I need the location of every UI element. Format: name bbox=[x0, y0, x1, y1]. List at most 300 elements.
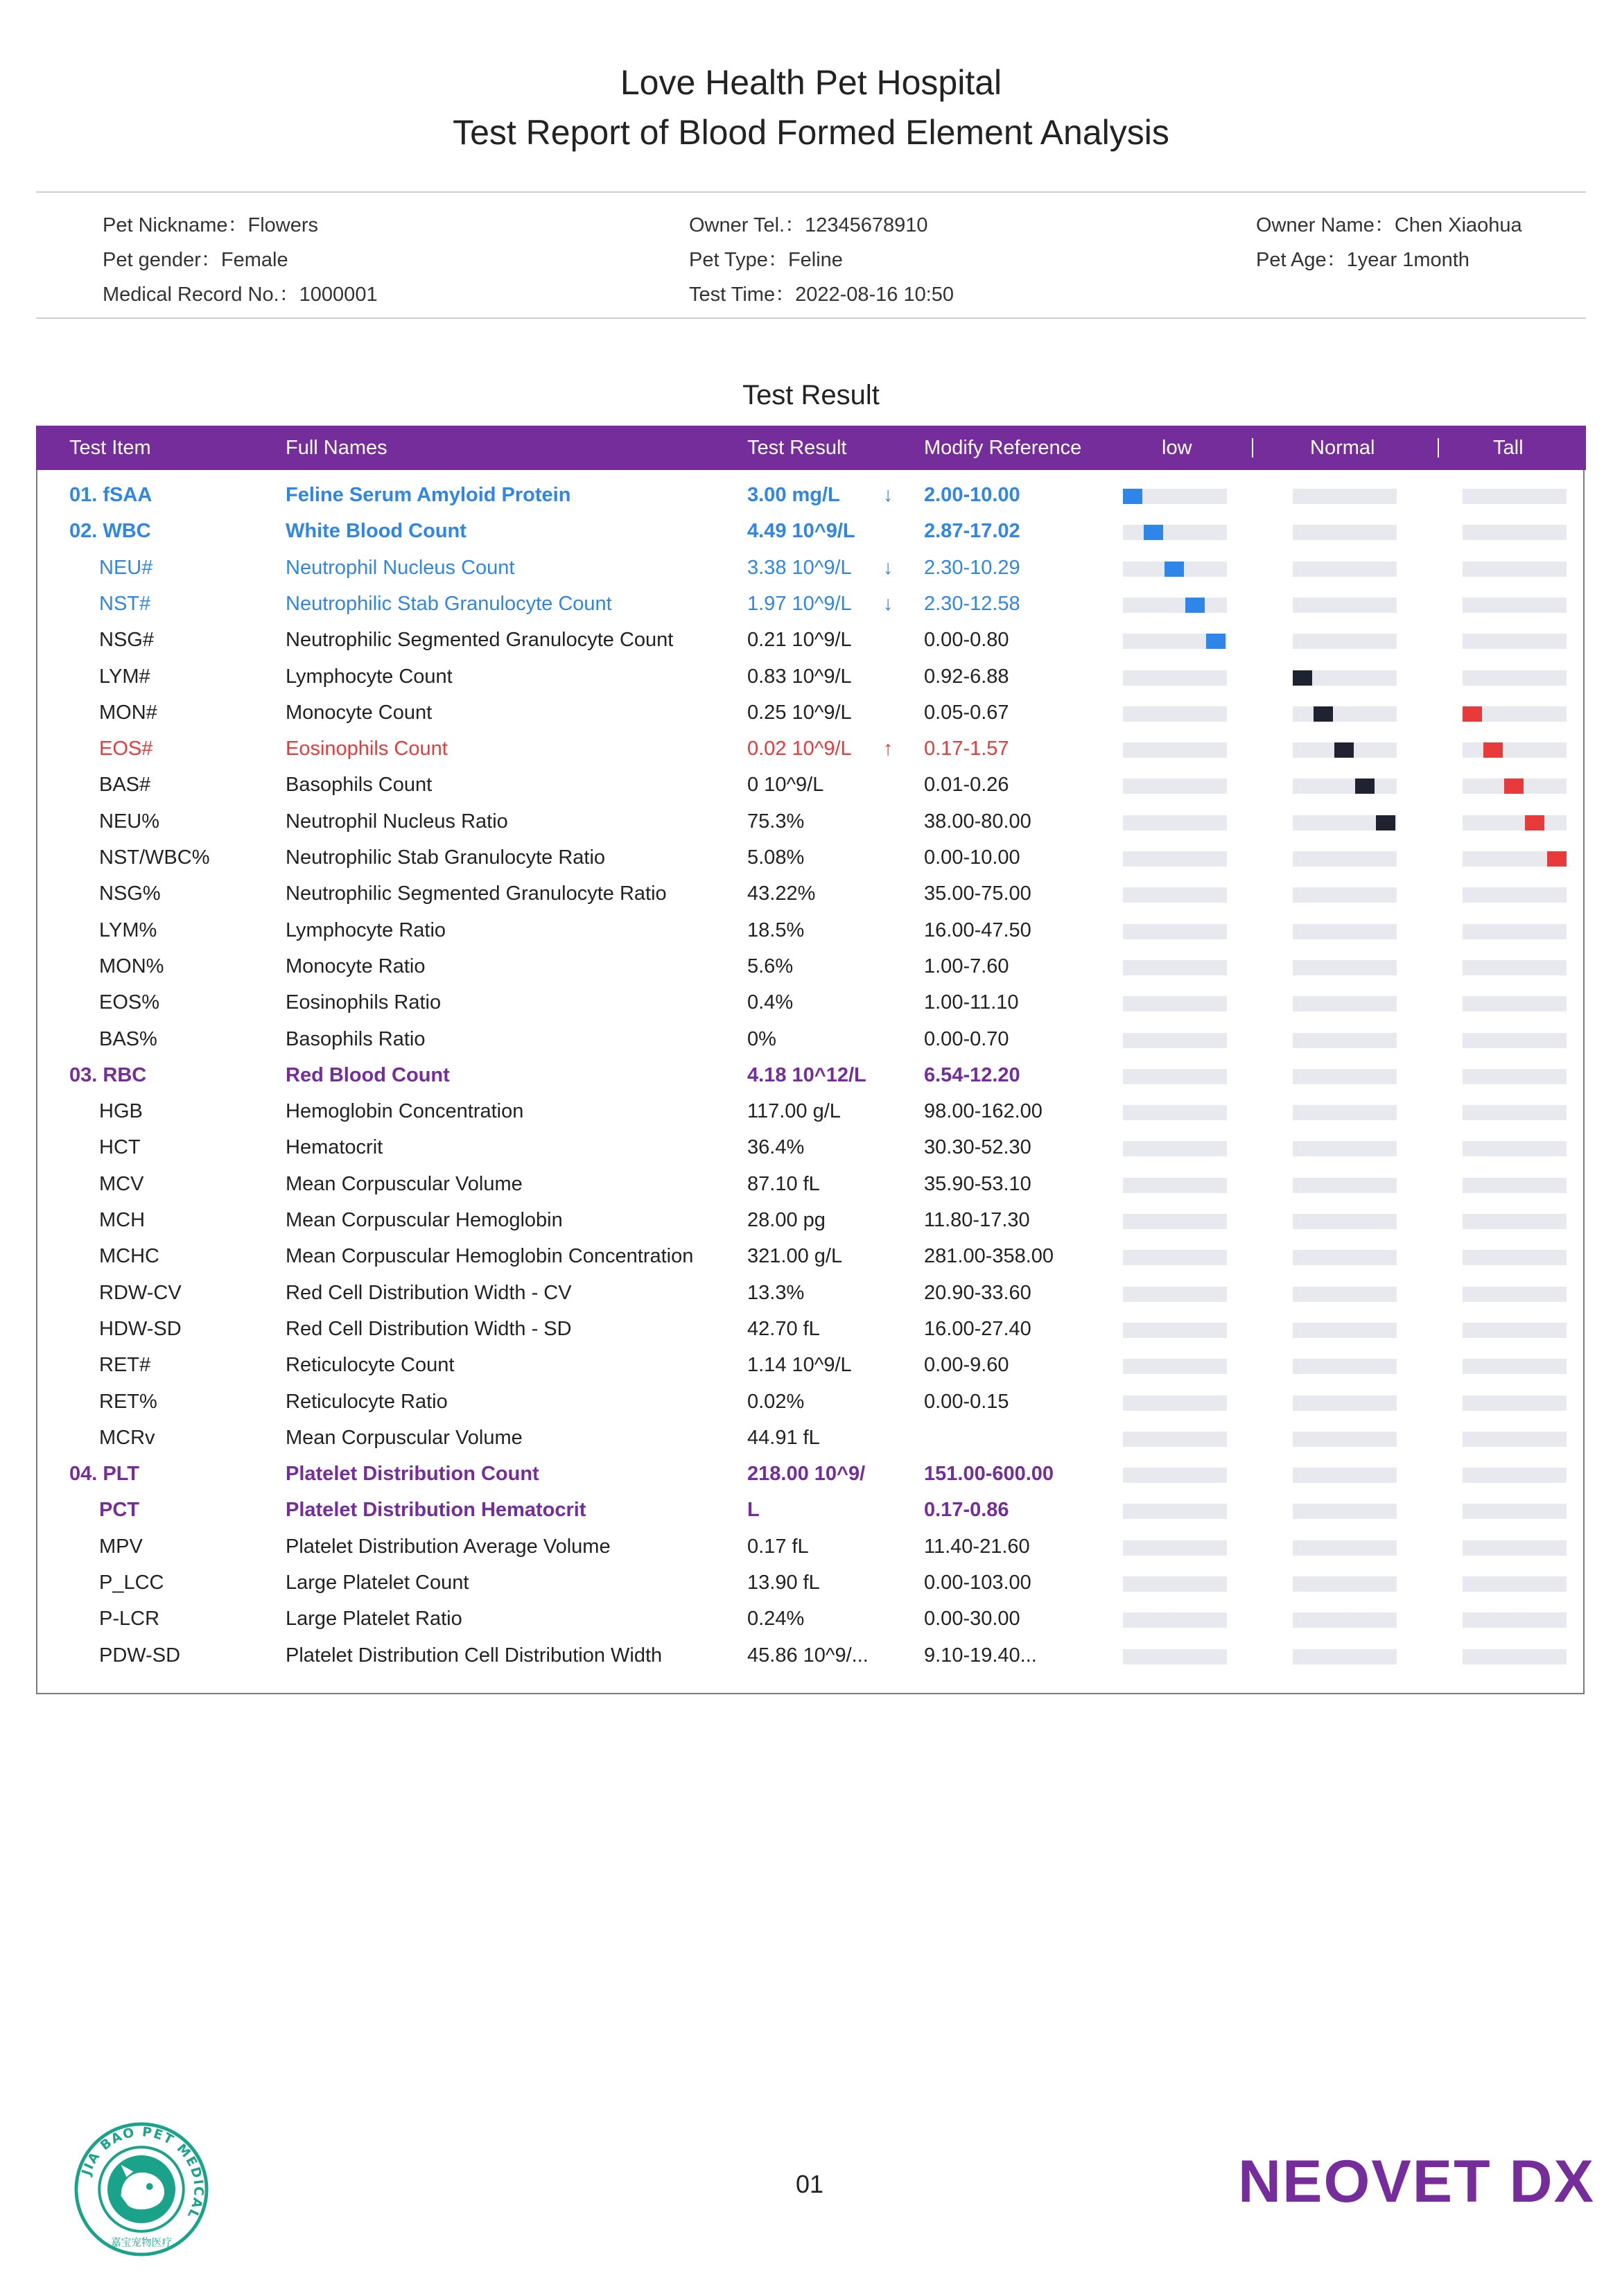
range-marker bbox=[1525, 815, 1544, 830]
range-marker bbox=[1355, 779, 1375, 794]
row-test-item: P-LCR bbox=[99, 1608, 160, 1630]
table-row bbox=[36, 696, 1586, 732]
tall-range-bar bbox=[1463, 851, 1567, 867]
info-test-time: Test Time：2022-08-16 10:50 bbox=[689, 284, 954, 306]
row-test-item: MPV bbox=[99, 1535, 143, 1558]
normal-range-bar bbox=[1293, 779, 1397, 794]
tall-range-bar bbox=[1463, 779, 1567, 794]
row-reference-range: 35.90-53.10 bbox=[924, 1172, 1031, 1195]
row-full-name: Hematocrit bbox=[286, 1136, 383, 1159]
row-flag-arrow: ↓ bbox=[883, 484, 893, 506]
row-full-name: White Blood Count bbox=[286, 520, 466, 543]
row-reference-range: 0.00-0.80 bbox=[924, 629, 1009, 652]
row-reference-range: 2.00-10.00 bbox=[924, 484, 1020, 506]
range-marker bbox=[1165, 562, 1184, 577]
table-row bbox=[36, 623, 1586, 659]
row-test-item: P_LCC bbox=[99, 1572, 164, 1594]
table-row bbox=[36, 1566, 1586, 1602]
normal-range-bar bbox=[1293, 1395, 1397, 1411]
row-full-name: Mean Corpuscular Volume bbox=[286, 1172, 523, 1195]
row-full-name: Neutrophilic Stab Granulocyte Ratio bbox=[286, 846, 606, 869]
row-test-item: MON% bbox=[99, 955, 164, 977]
row-test-result: 0.02% bbox=[747, 1390, 805, 1413]
row-reference-range: 0.00-9.60 bbox=[924, 1354, 1009, 1377]
row-full-name: Eosinophils Count bbox=[286, 738, 448, 760]
low-range-bar bbox=[1123, 1432, 1227, 1447]
low-range-bar bbox=[1123, 1069, 1227, 1084]
low-range-bar bbox=[1123, 960, 1227, 975]
row-test-result: 87.10 fL bbox=[747, 1172, 820, 1195]
low-range-bar bbox=[1123, 1612, 1227, 1628]
row-test-item: 01. fSAA bbox=[69, 484, 152, 506]
row-test-item: NEU# bbox=[99, 556, 153, 579]
row-test-result: 0 10^9/L bbox=[747, 774, 824, 797]
low-range-bar bbox=[1123, 887, 1227, 903]
row-reference-range: 0.17-0.86 bbox=[924, 1499, 1009, 1522]
range-marker bbox=[1483, 742, 1503, 758]
table-row bbox=[36, 841, 1586, 877]
row-reference-range: 11.40-21.60 bbox=[924, 1535, 1030, 1558]
row-test-result: 3.00 mg/L bbox=[747, 484, 840, 506]
tall-range-bar bbox=[1463, 1359, 1567, 1374]
row-full-name: Large Platelet Ratio bbox=[286, 1608, 462, 1630]
table-row bbox=[36, 551, 1586, 587]
row-reference-range: 1.00-11.10 bbox=[924, 991, 1019, 1014]
row-test-item: MCV bbox=[99, 1172, 144, 1195]
info-pet-nickname: Pet Nickname：Flowers bbox=[103, 214, 319, 236]
tall-range-bar bbox=[1463, 1395, 1567, 1411]
tall-range-bar bbox=[1463, 670, 1567, 686]
low-range-bar bbox=[1123, 1649, 1227, 1664]
low-range-bar bbox=[1123, 598, 1227, 613]
tall-range-bar bbox=[1463, 887, 1567, 903]
table-row bbox=[36, 1167, 1586, 1203]
row-test-result: 45.86 10^9/... bbox=[747, 1644, 869, 1667]
normal-range-bar bbox=[1293, 1504, 1397, 1519]
table-row bbox=[36, 1312, 1586, 1348]
row-test-item: 03. RBC bbox=[69, 1063, 147, 1086]
row-reference-range: 38.00-80.00 bbox=[924, 810, 1031, 833]
range-marker bbox=[1334, 742, 1354, 758]
header-separator bbox=[1252, 438, 1253, 458]
normal-range-bar bbox=[1293, 598, 1397, 613]
row-full-name: Neutrophil Nucleus Count bbox=[286, 556, 515, 579]
section-title: Test Result bbox=[742, 380, 880, 410]
row-test-item: MON# bbox=[99, 701, 157, 724]
tall-range-bar bbox=[1463, 1468, 1567, 1483]
row-test-result: 43.22% bbox=[747, 882, 816, 905]
row-test-item: HCT bbox=[99, 1136, 141, 1159]
normal-range-bar bbox=[1293, 1250, 1397, 1265]
neovet-brand-logo: NEOVET DX bbox=[1238, 2148, 1595, 2215]
report-title: Test Report of Blood Formed Element Analysis bbox=[453, 113, 1169, 152]
row-reference-range: 35.00-75.00 bbox=[924, 882, 1031, 905]
normal-range-bar bbox=[1293, 1649, 1397, 1664]
row-test-result: 3.38 10^9/L bbox=[747, 556, 852, 579]
low-range-bar bbox=[1123, 1178, 1227, 1193]
row-full-name: Basophils Count bbox=[286, 774, 433, 797]
low-range-bar bbox=[1123, 1540, 1227, 1556]
tall-range-bar bbox=[1463, 525, 1567, 540]
row-test-result: 5.08% bbox=[747, 846, 805, 869]
tall-range-bar bbox=[1463, 706, 1567, 722]
row-test-item: 02. WBC bbox=[69, 520, 151, 543]
normal-range-bar bbox=[1293, 960, 1397, 975]
tall-range-bar bbox=[1463, 815, 1567, 830]
info-record-no: Medical Record No.：1000001 bbox=[103, 284, 378, 306]
row-full-name: Large Platelet Count bbox=[286, 1572, 469, 1594]
range-marker bbox=[1463, 706, 1482, 722]
row-full-name: Red Cell Distribution Width - SD bbox=[286, 1317, 572, 1340]
row-reference-range: 0.00-103.00 bbox=[924, 1572, 1031, 1594]
table-row bbox=[36, 950, 1586, 986]
row-test-item: NEU% bbox=[99, 810, 160, 833]
row-test-result: 1.97 10^9/L bbox=[747, 592, 852, 615]
row-reference-range: 2.30-12.58 bbox=[924, 592, 1020, 615]
row-full-name: Monocyte Count bbox=[286, 701, 433, 724]
tall-range-bar bbox=[1463, 634, 1567, 649]
row-flag-arrow: ↑ bbox=[883, 738, 893, 760]
row-full-name: Red Cell Distribution Width - CV bbox=[286, 1281, 572, 1304]
row-full-name: Reticulocyte Ratio bbox=[286, 1390, 448, 1413]
low-range-bar bbox=[1123, 1468, 1227, 1483]
low-range-bar bbox=[1123, 1395, 1227, 1411]
row-full-name: Mean Corpuscular Hemoglobin bbox=[286, 1209, 563, 1231]
row-test-result: 0.17 fL bbox=[747, 1535, 809, 1558]
row-reference-range: 281.00-358.00 bbox=[924, 1245, 1054, 1268]
tall-range-bar bbox=[1463, 1576, 1567, 1592]
low-range-bar bbox=[1123, 1214, 1227, 1229]
row-test-item: RDW-CV bbox=[99, 1281, 182, 1304]
row-test-item: LYM% bbox=[99, 919, 157, 941]
range-marker bbox=[1206, 634, 1226, 649]
row-test-item: MCRv bbox=[99, 1426, 155, 1449]
table-row bbox=[36, 660, 1586, 696]
header-full-names: Full Names bbox=[286, 437, 387, 459]
table-row bbox=[36, 1276, 1586, 1312]
row-reference-range: 30.30-52.30 bbox=[924, 1136, 1031, 1159]
tall-range-bar bbox=[1463, 924, 1567, 939]
row-full-name: Neutrophilic Segmented Granulocyte Count bbox=[286, 629, 674, 652]
table-row bbox=[36, 1457, 1586, 1493]
row-test-result: 0.25 10^9/L bbox=[747, 701, 852, 724]
row-full-name: Platelet Distribution Count bbox=[286, 1463, 539, 1486]
range-marker bbox=[1504, 779, 1524, 794]
hospital-name: Love Health Pet Hospital bbox=[620, 63, 1002, 102]
table-row bbox=[36, 1385, 1586, 1421]
row-test-item: HGB bbox=[99, 1100, 143, 1123]
normal-range-bar bbox=[1293, 924, 1397, 939]
row-test-item: PDW-SD bbox=[99, 1644, 181, 1667]
tall-range-bar bbox=[1463, 960, 1567, 975]
low-range-bar bbox=[1123, 1105, 1227, 1120]
table-row bbox=[36, 1240, 1586, 1276]
header-test-result: Test Result bbox=[747, 437, 847, 459]
row-flag-arrow: ↓ bbox=[883, 592, 893, 615]
row-test-result: 117.00 g/L bbox=[747, 1100, 841, 1123]
row-test-result: 36.4% bbox=[747, 1136, 805, 1159]
table-row bbox=[36, 768, 1586, 804]
normal-range-bar bbox=[1293, 1576, 1397, 1592]
table-row bbox=[36, 805, 1586, 841]
table-row bbox=[36, 1421, 1586, 1457]
header-normal: Normal bbox=[1310, 437, 1375, 459]
range-marker bbox=[1185, 598, 1205, 613]
normal-range-bar bbox=[1293, 1141, 1397, 1156]
tall-range-bar bbox=[1463, 1504, 1567, 1519]
normal-range-bar bbox=[1293, 1359, 1397, 1374]
tall-range-bar bbox=[1463, 1105, 1567, 1120]
info-pet-type: Pet Type：Feline bbox=[689, 249, 843, 271]
normal-range-bar bbox=[1293, 742, 1397, 758]
normal-range-bar bbox=[1293, 562, 1397, 577]
tall-range-bar bbox=[1463, 1178, 1567, 1193]
row-full-name: Monocyte Ratio bbox=[286, 955, 426, 977]
info-owner-name: Owner Name：Chen Xiaohua bbox=[1256, 214, 1522, 236]
row-full-name: Hemoglobin Concentration bbox=[286, 1100, 524, 1123]
row-test-item: PCT bbox=[99, 1499, 139, 1522]
low-range-bar bbox=[1123, 779, 1227, 794]
row-full-name: Platelet Distribution Hematocrit bbox=[286, 1499, 586, 1522]
row-full-name: Neutrophilic Segmented Granulocyte Ratio bbox=[286, 882, 667, 905]
row-test-result: 5.6% bbox=[747, 955, 794, 977]
table-row bbox=[36, 1639, 1586, 1675]
row-reference-range: 0.00-30.00 bbox=[924, 1608, 1020, 1630]
row-test-result: 28.00 pg bbox=[747, 1209, 826, 1231]
low-range-bar bbox=[1123, 996, 1227, 1011]
normal-range-bar bbox=[1293, 1612, 1397, 1628]
row-full-name: Neutrophil Nucleus Ratio bbox=[286, 810, 508, 833]
header-separator bbox=[1438, 438, 1439, 458]
table-row bbox=[36, 1530, 1586, 1566]
table-row bbox=[36, 1095, 1586, 1131]
top-divider bbox=[36, 191, 1586, 193]
table-row bbox=[36, 587, 1586, 623]
row-full-name: Platelet Distribution Average Volume bbox=[286, 1535, 611, 1558]
row-reference-range: 98.00-162.00 bbox=[924, 1100, 1043, 1123]
tall-range-bar bbox=[1463, 1323, 1567, 1338]
normal-range-bar bbox=[1293, 1323, 1397, 1338]
row-test-result: 0% bbox=[747, 1027, 776, 1050]
row-test-result: L bbox=[747, 1499, 760, 1522]
row-reference-range: 0.92-6.88 bbox=[924, 665, 1009, 688]
row-test-result: 75.3% bbox=[747, 810, 805, 833]
row-reference-range: 1.00-7.60 bbox=[924, 955, 1009, 977]
tall-range-bar bbox=[1463, 1649, 1567, 1664]
table-row bbox=[36, 1203, 1586, 1240]
low-range-bar bbox=[1123, 1141, 1227, 1156]
table-row bbox=[36, 1023, 1586, 1059]
normal-range-bar bbox=[1293, 489, 1397, 504]
svg-text:JIA BAO PET MEDICAL: JIA BAO PET MEDICAL bbox=[79, 2125, 206, 2222]
row-test-item: HDW-SD bbox=[99, 1317, 182, 1340]
row-full-name: Platelet Distribution Cell Distribution Width bbox=[286, 1644, 663, 1667]
table-row bbox=[36, 1131, 1586, 1167]
tall-range-bar bbox=[1463, 489, 1567, 504]
row-test-result: 13.90 fL bbox=[747, 1572, 820, 1594]
row-flag-arrow: ↓ bbox=[883, 556, 893, 579]
range-marker bbox=[1314, 706, 1333, 722]
row-test-result: 4.49 10^9/L bbox=[747, 520, 855, 543]
normal-range-bar bbox=[1293, 1105, 1397, 1120]
header-test-item: Test Item bbox=[69, 437, 151, 459]
low-range-bar bbox=[1123, 634, 1227, 649]
row-reference-range: 2.87-17.02 bbox=[924, 520, 1020, 543]
low-range-bar bbox=[1123, 924, 1227, 939]
row-reference-range: 2.30-10.29 bbox=[924, 556, 1020, 579]
row-test-item: NSG# bbox=[99, 629, 154, 652]
row-reference-range: 6.54-12.20 bbox=[924, 1063, 1020, 1086]
tall-range-bar bbox=[1463, 1069, 1567, 1084]
row-full-name: Lymphocyte Ratio bbox=[286, 919, 446, 941]
normal-range-bar bbox=[1293, 1033, 1397, 1048]
tall-range-bar bbox=[1463, 1432, 1567, 1447]
normal-range-bar bbox=[1293, 1214, 1397, 1229]
header-tall: Tall bbox=[1493, 437, 1524, 459]
row-full-name: Mean Corpuscular Hemoglobin Concentration bbox=[286, 1245, 694, 1268]
tall-range-bar bbox=[1463, 1033, 1567, 1048]
tall-range-bar bbox=[1463, 1287, 1567, 1302]
low-range-bar bbox=[1123, 1323, 1227, 1338]
table-row bbox=[36, 732, 1586, 768]
tall-range-bar bbox=[1463, 1540, 1567, 1556]
row-full-name: Neutrophilic Stab Granulocyte Count bbox=[286, 592, 612, 615]
row-test-result: 0.24% bbox=[747, 1608, 805, 1630]
range-marker bbox=[1547, 851, 1567, 867]
table-row bbox=[36, 914, 1586, 950]
info-pet-age: Pet Age：1year 1month bbox=[1256, 249, 1470, 271]
row-reference-range: 0.17-1.57 bbox=[924, 738, 1009, 760]
tall-range-bar bbox=[1463, 742, 1567, 758]
row-reference-range: 0.00-0.70 bbox=[924, 1027, 1009, 1050]
row-test-item: RET# bbox=[99, 1354, 151, 1377]
row-test-result: 44.91 fL bbox=[747, 1426, 820, 1449]
normal-range-bar bbox=[1293, 670, 1397, 686]
row-reference-range: 0.01-0.26 bbox=[924, 774, 1009, 797]
table-row bbox=[36, 1059, 1586, 1095]
header-modify-reference: Modify Reference bbox=[924, 437, 1082, 459]
row-test-item: EOS% bbox=[99, 991, 160, 1014]
low-range-bar bbox=[1123, 1359, 1227, 1374]
row-test-result: 0.4% bbox=[747, 991, 794, 1014]
row-test-result: 0.83 10^9/L bbox=[747, 665, 852, 688]
row-test-result: 4.18 10^12/L bbox=[747, 1063, 866, 1086]
table-row bbox=[36, 1348, 1586, 1384]
normal-range-bar bbox=[1293, 1540, 1397, 1556]
table-row bbox=[36, 1493, 1586, 1529]
normal-range-bar bbox=[1293, 525, 1397, 540]
row-reference-range: 0.00-0.15 bbox=[924, 1390, 1009, 1413]
table-row bbox=[36, 1602, 1586, 1638]
tall-range-bar bbox=[1463, 562, 1567, 577]
row-reference-range: 151.00-600.00 bbox=[924, 1463, 1054, 1486]
normal-range-bar bbox=[1293, 1432, 1397, 1447]
row-test-item: BAS% bbox=[99, 1027, 157, 1050]
row-test-result: 1.14 10^9/L bbox=[747, 1354, 852, 1377]
header-low: low bbox=[1162, 437, 1192, 459]
row-test-item: BAS# bbox=[99, 774, 151, 797]
normal-range-bar bbox=[1293, 887, 1397, 903]
normal-range-bar bbox=[1293, 1178, 1397, 1193]
row-reference-range: 9.10-19.40... bbox=[924, 1644, 1037, 1667]
normal-range-bar bbox=[1293, 851, 1397, 867]
page-number: 01 bbox=[796, 2170, 824, 2198]
low-range-bar bbox=[1123, 815, 1227, 830]
range-marker bbox=[1376, 815, 1395, 830]
low-range-bar bbox=[1123, 1504, 1227, 1519]
tall-range-bar bbox=[1463, 1612, 1567, 1628]
low-range-bar bbox=[1123, 742, 1227, 758]
row-test-result: 0.21 10^9/L bbox=[747, 629, 852, 652]
row-reference-range: 0.05-0.67 bbox=[924, 701, 1009, 724]
table-header bbox=[36, 426, 1586, 470]
row-test-item: LYM# bbox=[99, 665, 150, 688]
range-marker bbox=[1123, 489, 1142, 504]
normal-range-bar bbox=[1293, 1468, 1397, 1483]
row-test-item: RET% bbox=[99, 1390, 157, 1413]
row-reference-range: 0.00-10.00 bbox=[924, 846, 1020, 869]
row-test-item: 04. PLT bbox=[69, 1463, 139, 1486]
row-test-result: 18.5% bbox=[747, 919, 805, 941]
range-marker bbox=[1293, 670, 1312, 686]
normal-range-bar bbox=[1293, 634, 1397, 649]
table-row bbox=[36, 986, 1586, 1022]
row-test-result: 0.02 10^9/L bbox=[747, 738, 852, 760]
normal-range-bar bbox=[1293, 1287, 1397, 1302]
tall-range-bar bbox=[1463, 996, 1567, 1011]
row-test-result: 42.70 fL bbox=[747, 1317, 820, 1340]
tall-range-bar bbox=[1463, 1141, 1567, 1156]
svg-text:嘉宝宠物医疗: 嘉宝宠物医疗 bbox=[110, 2236, 173, 2249]
info-divider bbox=[36, 318, 1586, 319]
tall-range-bar bbox=[1463, 598, 1567, 613]
row-test-result: 218.00 10^9/ bbox=[747, 1463, 866, 1486]
row-full-name: Basophils Ratio bbox=[286, 1027, 426, 1050]
normal-range-bar bbox=[1293, 996, 1397, 1011]
info-owner-tel: Owner Tel.：12345678910 bbox=[689, 214, 928, 236]
info-pet-gender: Pet gender：Female bbox=[103, 249, 288, 271]
table-row bbox=[36, 514, 1586, 550]
jiabao-seal-logo bbox=[73, 2121, 209, 2257]
row-reference-range: 16.00-47.50 bbox=[924, 919, 1031, 941]
normal-range-bar bbox=[1293, 1069, 1397, 1084]
row-test-result: 321.00 g/L bbox=[747, 1245, 843, 1268]
row-full-name: Reticulocyte Count bbox=[286, 1354, 455, 1377]
row-test-item: MCH bbox=[99, 1209, 146, 1231]
tall-range-bar bbox=[1463, 1214, 1567, 1229]
range-marker bbox=[1144, 525, 1163, 540]
row-reference-range: 11.80-17.30 bbox=[924, 1209, 1030, 1231]
low-range-bar bbox=[1123, 706, 1227, 722]
low-range-bar bbox=[1123, 1576, 1227, 1592]
row-test-item: MCHC bbox=[99, 1245, 159, 1268]
row-test-item: EOS# bbox=[99, 738, 153, 760]
normal-range-bar bbox=[1293, 706, 1397, 722]
row-test-result: 13.3% bbox=[747, 1281, 805, 1304]
row-full-name: Eosinophils Ratio bbox=[286, 991, 442, 1014]
low-range-bar bbox=[1123, 525, 1227, 540]
row-reference-range: 16.00-27.40 bbox=[924, 1317, 1031, 1340]
tall-range-bar bbox=[1463, 1250, 1567, 1265]
table-row bbox=[36, 478, 1586, 514]
low-range-bar bbox=[1123, 489, 1227, 504]
row-full-name: Feline Serum Amyloid Protein bbox=[286, 484, 571, 506]
row-test-item: NSG% bbox=[99, 882, 161, 905]
row-full-name: Mean Corpuscular Volume bbox=[286, 1426, 523, 1449]
table-row bbox=[36, 877, 1586, 913]
low-range-bar bbox=[1123, 1287, 1227, 1302]
low-range-bar bbox=[1123, 851, 1227, 867]
